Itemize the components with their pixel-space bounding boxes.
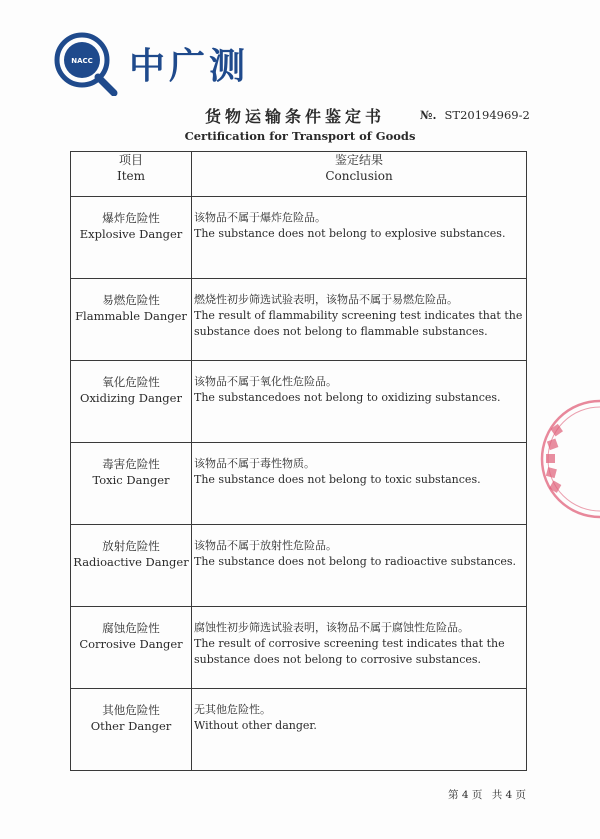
item-cell (71, 443, 192, 525)
conclusion-cell (192, 525, 527, 607)
item-en: Radioactive Danger (73, 555, 189, 569)
table-row (71, 689, 527, 771)
certificate-number-value: ST20194969-2 (444, 108, 530, 122)
conclusion-cell (192, 443, 527, 525)
certificate-number (420, 108, 530, 122)
page-total: 共 4 页 (491, 789, 527, 801)
company-logo (52, 30, 252, 96)
item-cn: 放射危险性 (102, 539, 160, 553)
item-cell (71, 525, 192, 607)
conclusion-en: Without other danger. (194, 719, 317, 732)
magnifier-logo-icon (52, 30, 132, 96)
conclusion-cn: 该物品不属于爆炸危险品。 (194, 211, 326, 224)
item-cn: 毒害危险性 (102, 457, 160, 471)
conclusion-header-en: Conclusion (325, 169, 393, 183)
item-header-en: Item (116, 169, 146, 183)
conclusion-cn: 该物品不属于氧化性危险品。 (194, 375, 337, 388)
number-symbol: №. (420, 108, 437, 122)
item-en: Other Danger (90, 719, 172, 733)
svg-text:NACC: NACC (71, 57, 93, 65)
conclusion-cn: 腐蚀性初步筛选试验表明，该物品不属于腐蚀性危险品。 (194, 621, 469, 634)
table-row (71, 197, 527, 279)
table-header-row (71, 152, 527, 197)
conclusion-en: The substance does not belong to radioactive substances. (194, 555, 517, 568)
conclusion-cell (192, 689, 527, 771)
item-en: Flammable Danger (75, 309, 187, 323)
table-row (71, 361, 527, 443)
conclusion-column-header (192, 152, 527, 197)
item-en: Oxidizing Danger (80, 391, 182, 405)
item-cell (71, 279, 192, 361)
item-cell (71, 197, 192, 279)
item-cn: 氧化危险性 (102, 375, 160, 389)
conclusion-cn: 燃烧性初步筛选试验表明，该物品不属于易燃危险品。 (194, 293, 458, 306)
item-en: Explosive Danger (79, 227, 183, 241)
conclusion-cn: 无其他危险性。 (194, 703, 271, 716)
conclusion-cell (192, 607, 527, 689)
item-en: Corrosive Danger (79, 637, 183, 651)
conclusion-cell (192, 279, 527, 361)
logo-text: 中广测 (129, 46, 250, 87)
page-footer (448, 787, 532, 802)
item-cn: 爆炸危险性 (102, 211, 160, 225)
title-chinese: 货物运输条件鉴定书 (204, 107, 385, 126)
conclusion-en: The result of corrosive screening test indicates that the substance does not belong to corrosive substances. (194, 637, 505, 666)
item-cell (71, 689, 192, 771)
table-row (71, 607, 527, 689)
official-seal-icon (538, 398, 600, 520)
conclusion-en: The substancedoes not belong to oxidizing substances. (194, 391, 501, 404)
item-header-cn: 项目 (118, 153, 143, 167)
item-cell (71, 607, 192, 689)
conclusion-en: The result of flammability screening test indicates that the substance does not belong to flammable substances. (194, 309, 523, 338)
table-row (71, 525, 527, 607)
item-en: Toxic Danger (92, 473, 170, 487)
conclusion-en: The substance does not belong to toxic substances. (194, 473, 481, 486)
conclusion-en: The substance does not belong to explosive substances. (194, 227, 506, 240)
title-english: Certification for Transport of Goods (184, 129, 416, 143)
item-cell (71, 361, 192, 443)
item-cn: 腐蚀危险性 (102, 621, 160, 635)
conclusion-cn: 该物品不属于放射性危险品。 (194, 539, 337, 552)
table-row (71, 279, 527, 361)
conclusion-cn: 该物品不属于毒性物质。 (194, 457, 315, 470)
page-current: 第 4 页 (448, 789, 483, 801)
conclusion-header-cn: 鉴定结果 (334, 153, 383, 167)
conclusion-cell (192, 197, 527, 279)
table-row (71, 443, 527, 525)
conclusion-table (70, 151, 527, 771)
item-cn: 易燃危险性 (102, 293, 160, 307)
conclusion-cell (192, 361, 527, 443)
item-column-header (71, 152, 192, 197)
item-cn: 其他危险性 (102, 703, 160, 717)
